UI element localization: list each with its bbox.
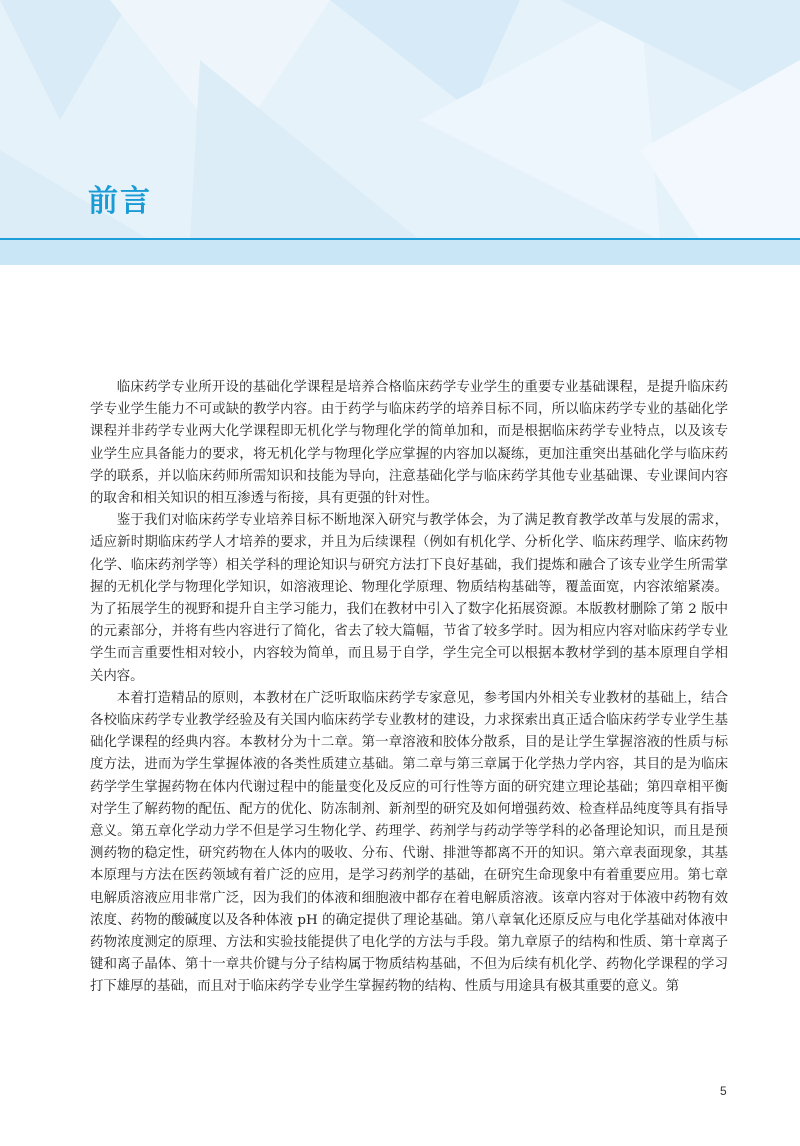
preface-body <box>90 377 728 999</box>
paragraph-2: 鉴于我们对临床药学专业培养目标不断地深入研究与教学体会，为了满足教育教学改革与发展的需求，适应新时期临床药学人才培养的要求，并且为后续课程（例如有机化学、分析化学、临床药理学、临床药物化学、临床药剂学等）相关学科的理论知识与研究方法打下良好基础，我们提炼和融合了该专业学生所需掌握的无机化学与物理化学知识，如溶液理论、物理化学原理、物质结构基础等，覆盖面宽，内容浓缩紧凑。为了拓展学生的视野和提升自主学习能力，我们在教材中引入了数字化拓展资源。本版教材删除了第 2 版中的元素部分，并将有些内容进行了简化，省去了较大篇幅，节省了较多学时。因为相应内容对临床药学专业学生而言重要性相对较小，内容较为简单，而且易于自学，学生完全可以根据本教材学到的基本原理自学相关内容。 <box>90 513 728 684</box>
header-banner <box>0 0 800 265</box>
page-title: 前言 <box>88 184 152 219</box>
paragraph-1: 临床药学专业所开设的基础化学课程是培养合格临床药学专业学生的重要专业基础课程，是提升临床药学专业学生能力不可或缺的教学内容。由于药学与临床药学的培养目标不同，所以临床药学专业的基础化学课程并非药学专业两大化学课程即无机化学与物理化学的简单加和，而是根据临床药学专业特点，以及该专业学生应具备能力的要求，将无机化学与物理化学应掌握的内容加以凝练，更加注重突出基础化学与临床药学的联系，并以临床药师所需知识和技能为导向，注意基础化学与临床药学其他专业基础课、专业课间内容的取舍和相关知识的相互渗透与衔接，具有更强的针对性。 <box>90 380 728 507</box>
paragraph-3: 本着打造精品的原则，本教材在广泛听取临床药学专家意见，参考国内外相关专业教材的基础上，结合各校临床药学专业教学经验及有关国内临床药学专业教材的建设，力求探索出真正适合临床药学专业学生基础化学课程的经典内容。本教材分为十二章。第一章溶液和胶体分散系，目的是让学生掌握溶液的性质与标度方法，进而为学生掌握体液的各类性质建立基础。第二章与第三章属于化学热力学内容，其目的是为临床药学学生掌握药物在体内代谢过程中的能量变化及反应的可行性等方面的研究建立理论基础；第四章相平衡对学生了解药物的配伍、配方的优化、防冻制剂、新剂型的研究及如何增强药效、检查样品纯度等具有指导意义。第五章化学动力学不但是学习生物化学、药理学、药剂学与药动学等学科的必备理论知识，而且是预测药物的稳定性，研究药物在人体内的吸收、分布、代谢、排泄等都离不开的知识。第六章表面现象，其基本原理与方法在医药领域有着广泛的应用，是学习药剂学的基础，在研究生命现象中有着重要应用。第七章电解质溶液应用非常广泛，因为我们的体液和细胞液中都存在着电解质溶液。该章内容对于体液中药物有效浓度、药物的酸碱度以及各种体液 pH 的确定提供了理论基础。第八章氧化还原反应与电化学基础对体液中药物浓度测定的原理、方法和实验技能提供了电化学的方法与手段。第九章原子的结构和性质、第十章离子键和离子晶体、第十一章共价键与分子结构属于物质结构基础，不但为后续有机化学、药物化学课程的学习打下雄厚的基础，而且对于临床药学专业学生掌握药物的结构、性质与用途具有极其重要的意义。第 <box>90 690 728 995</box>
banner-decoration <box>0 0 800 265</box>
banner-band <box>0 240 800 265</box>
page-number: 5 <box>720 1084 727 1098</box>
